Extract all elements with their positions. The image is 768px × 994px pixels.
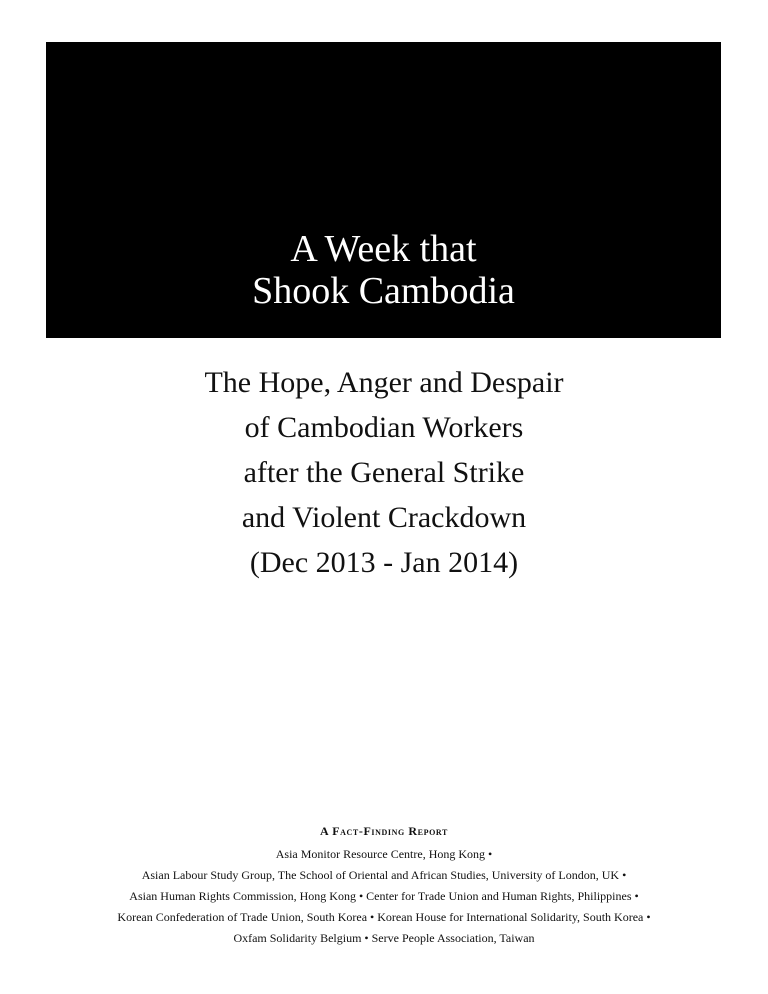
subtitle-line-4: and Violent Crackdown — [241, 501, 527, 534]
organization-line-4: Korean Confederation of Trade Union, South Korea • Korean House for International Solidarity, South Korea • — [117, 910, 651, 924]
report-title-line-1: A Week that — [290, 228, 477, 270]
report-title-line-2: Shook Cambodia — [252, 270, 515, 312]
title-banner — [46, 42, 721, 338]
subtitle-line-2: of Cambodian Workers — [244, 411, 524, 444]
organization-line-3: Asian Human Rights Commission, Hong Kong • Center for Trade Union and Human Rights, Philippines • — [129, 889, 639, 903]
subtitle-line-5: (Dec 2013 - Jan 2014) — [249, 546, 519, 579]
organization-line-1: Asia Monitor Resource Centre, Hong Kong • — [275, 847, 493, 861]
report-type-label: A Fact-Finding Report — [320, 824, 448, 838]
subtitle-line-3: after the General Strike — [243, 456, 525, 489]
organization-line-5: Oxfam Solidarity Belgium • Serve People Association, Taiwan — [233, 931, 535, 945]
report-subtitle — [0, 360, 768, 585]
report-title — [46, 228, 721, 312]
subtitle-line-1: The Hope, Anger and Despair — [204, 366, 564, 399]
publisher-footer — [0, 823, 768, 949]
organization-line-2: Asian Labour Study Group, The School of Oriental and African Studies, University of London, UK • — [141, 868, 627, 882]
